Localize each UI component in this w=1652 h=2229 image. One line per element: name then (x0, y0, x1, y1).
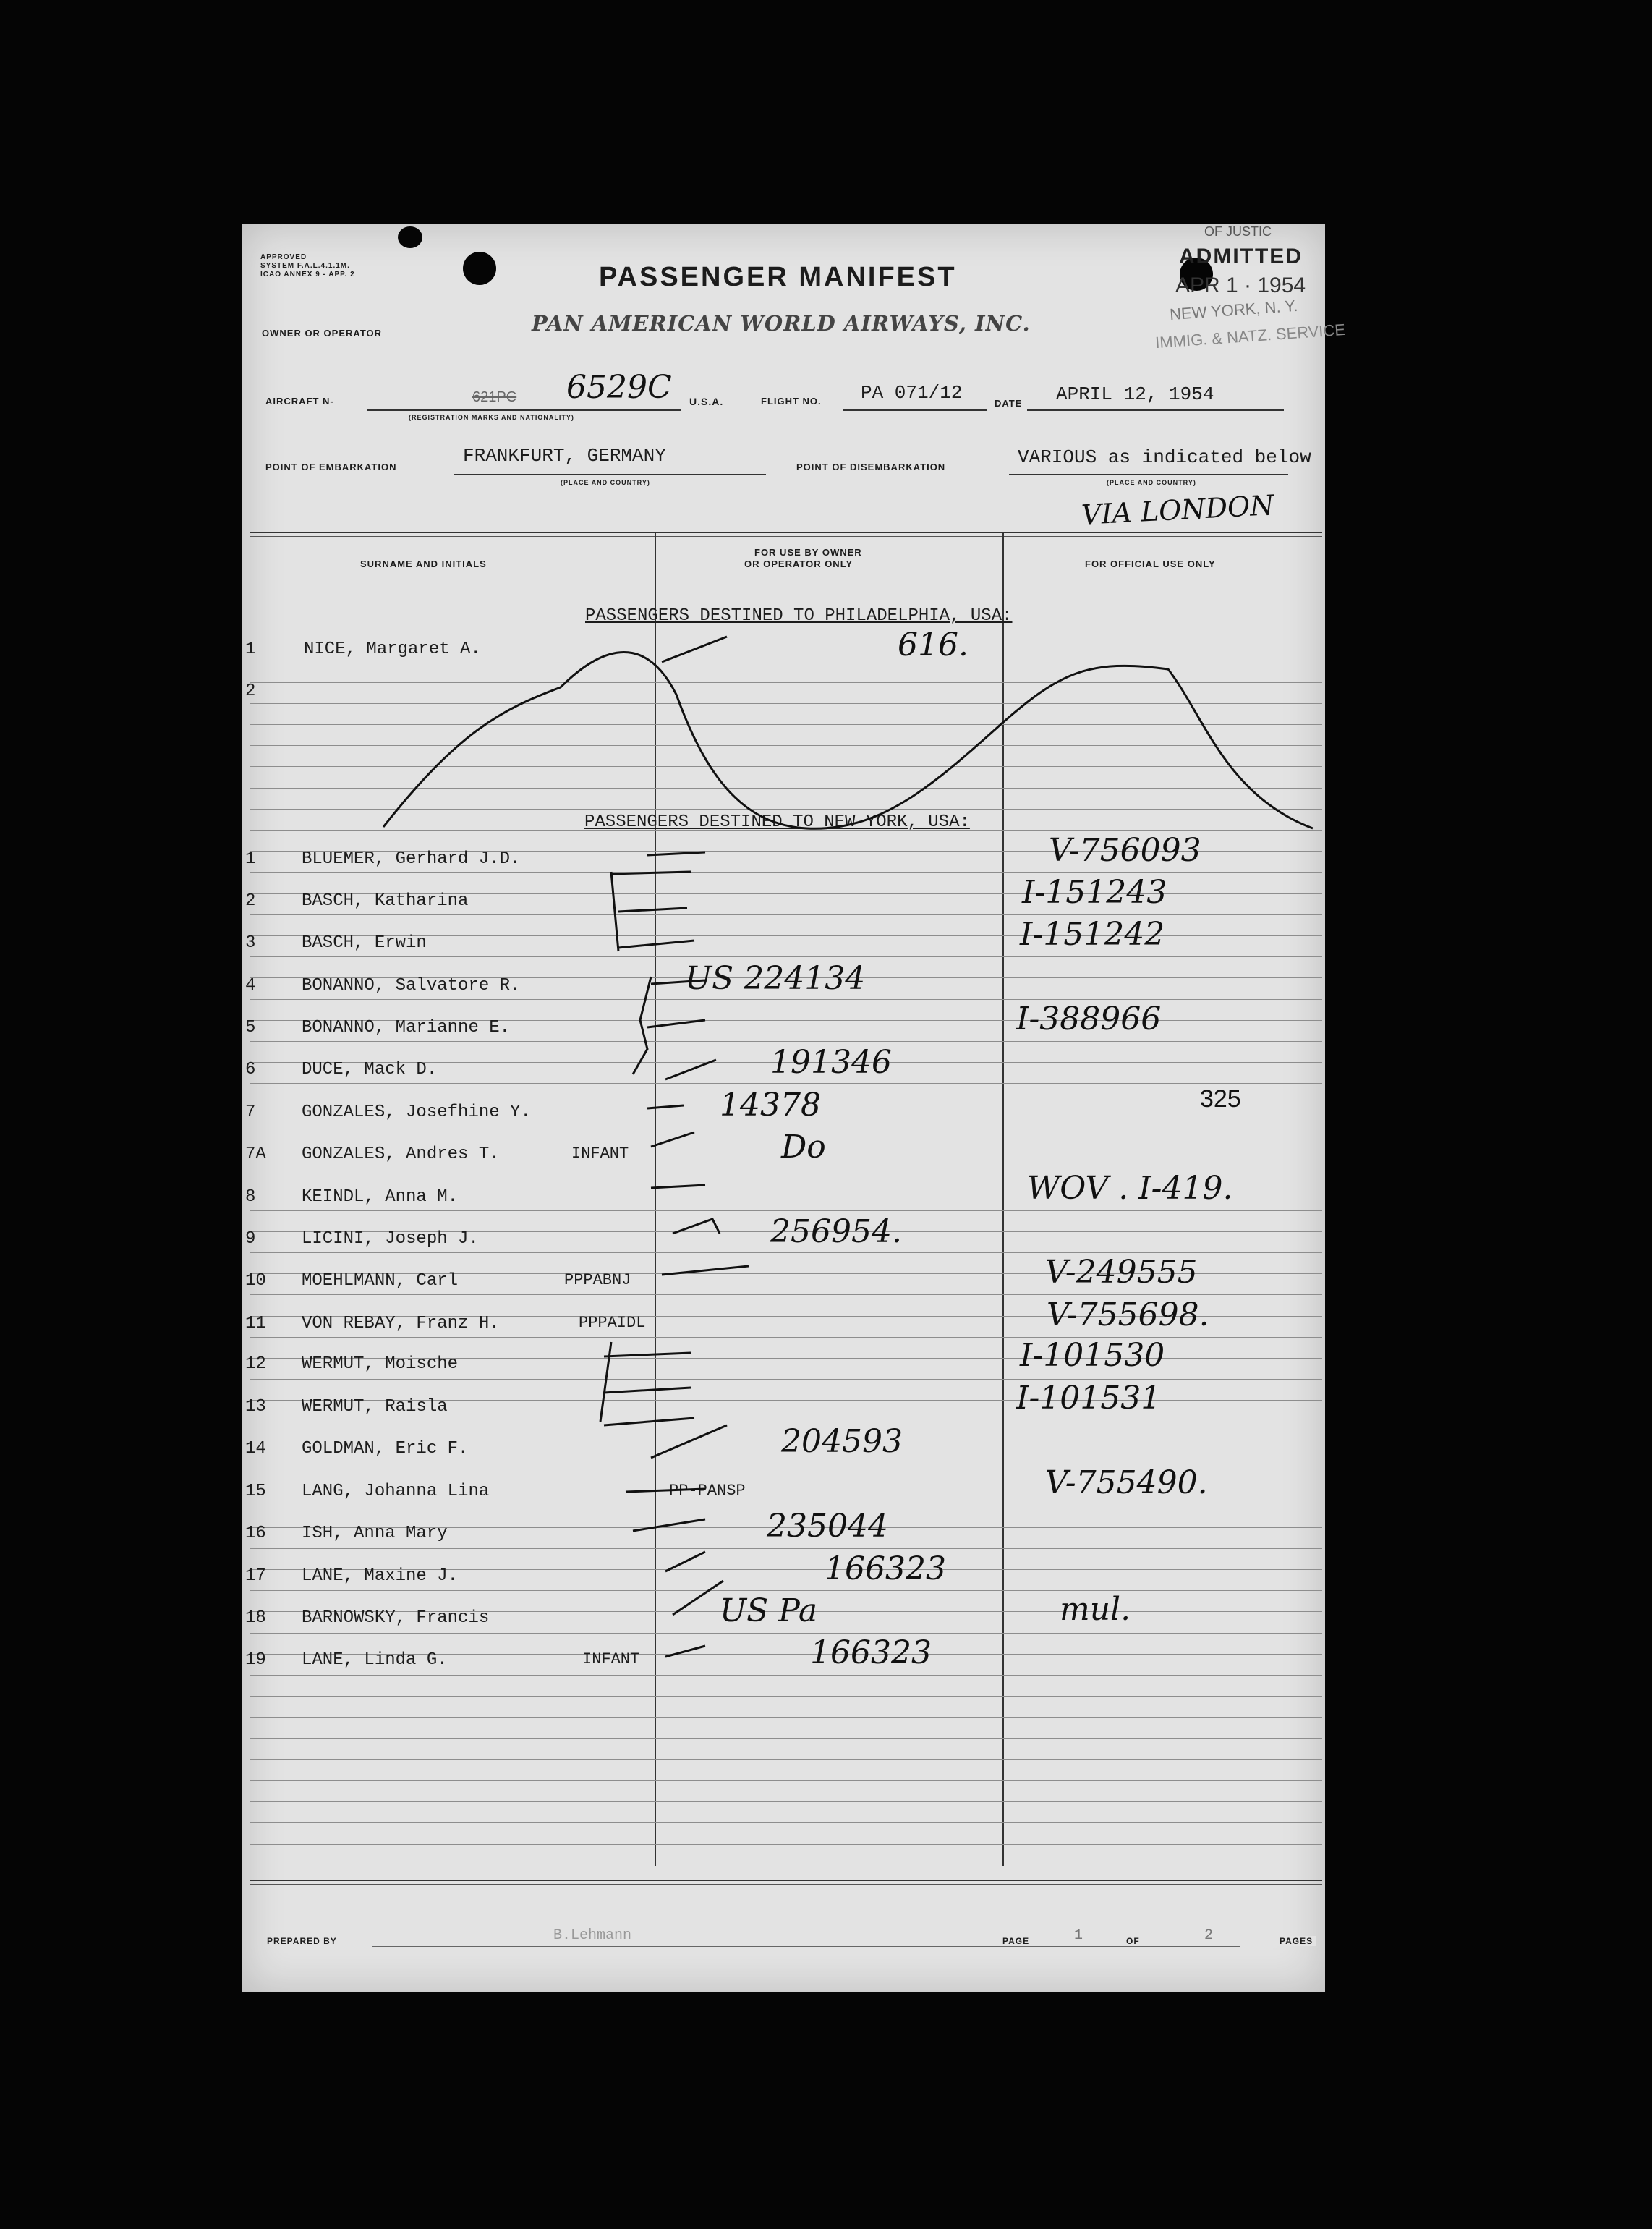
passenger-name: LANE, Maxine J. (302, 1566, 459, 1586)
owner-note: 235044 (767, 1508, 888, 1545)
passenger-name: BLUEMER, Gerhard J.D. (302, 849, 521, 869)
row-number: 8 (245, 1187, 256, 1207)
passenger-name: GONZALES, Josefhine Y. (302, 1103, 531, 1122)
passenger-name: BARNOWSKY, Francis (302, 1608, 490, 1628)
checkmark (651, 1425, 727, 1458)
embarkation-value: FRANKFURT, GERMANY (463, 445, 666, 467)
checkmark (662, 637, 727, 662)
owner-note: 14378 (720, 1087, 821, 1124)
approval-line-3: ICAO ANNEX 9 - APP. 2 (260, 271, 355, 279)
checkmark (662, 1266, 749, 1275)
row-number: 5 (245, 1018, 256, 1037)
owner-note: 166323 (825, 1550, 946, 1587)
row-number: 7 (245, 1103, 256, 1122)
checkmark (665, 1646, 705, 1657)
page-label: PAGE (1000, 1936, 1032, 1946)
passenger-name: BONANNO, Salvatore R. (302, 976, 521, 995)
admitted-stamp-service: IMMIG. & NATZ. SERVICE (1154, 320, 1346, 352)
admitted-stamp-top: OF JUSTIC (1204, 224, 1272, 239)
passenger-name: WERMUT, Raisla (302, 1397, 448, 1417)
bell-curve-stroke (383, 652, 1313, 828)
page-number: 1 (1074, 1927, 1083, 1944)
row-number: 18 (245, 1608, 266, 1628)
official-note: I-151242 (1020, 916, 1165, 953)
column-header-surname: SURNAME AND INITIALS (360, 559, 487, 569)
passenger-name: GOLDMAN, Eric F. (302, 1439, 469, 1459)
operator-name: PAN AMERICAN WORLD AIRWAYS, INC. (532, 311, 1031, 336)
passenger-name: KEINDL, Anna M. (302, 1187, 459, 1207)
page-total: 2 (1204, 1927, 1214, 1944)
official-note: I-101531 (1016, 1380, 1162, 1417)
row-number: 2 (245, 891, 256, 911)
checkmark (651, 1132, 694, 1147)
official-note: mul. (1060, 1591, 1131, 1628)
disembarkation-label: POINT OF DISEMBARKATION (796, 462, 946, 472)
via-london-note: VIA LONDON (1081, 489, 1275, 531)
passenger-name: BASCH, Erwin (302, 933, 427, 953)
manifest-date: APRIL 12, 1954 (1056, 383, 1214, 405)
row-number: 6 (245, 1060, 256, 1079)
owner-note: 256954. (770, 1213, 902, 1250)
checkmark (647, 852, 705, 855)
checkmark (647, 1105, 684, 1108)
of-label: OF (1123, 1936, 1143, 1946)
passenger-code: PPPAIDL (579, 1314, 646, 1332)
checkmark (673, 1581, 723, 1615)
footer-top-rule-2 (250, 1884, 1322, 1885)
passenger-code: PP-PANSP (669, 1482, 746, 1500)
passenger-name: GONZALES, Andres T. (302, 1145, 500, 1164)
admitted-stamp-city: NEW YORK, N. Y. (1169, 296, 1298, 324)
checkmark (665, 1552, 705, 1571)
passenger-name: DUCE, Mack D. (302, 1060, 438, 1079)
owner-note: US Pa (720, 1592, 818, 1629)
official-note: V-249555 (1045, 1254, 1198, 1291)
row-number: 1 (245, 640, 256, 659)
footer-top-rule (250, 1880, 1322, 1881)
passenger-name: WERMUT, Moische (302, 1354, 459, 1374)
official-note: V-756093 (1049, 832, 1201, 869)
passenger-code: INFANT (582, 1650, 640, 1668)
official-note: I-101530 (1020, 1337, 1165, 1374)
approval-line-1: APPROVED (260, 253, 307, 261)
column-header-owner-2: OR OPERATOR ONLY (744, 559, 853, 569)
prepared-by-value: B.Lehmann (553, 1927, 632, 1944)
admitted-stamp-title: ADMITTED (1179, 245, 1303, 268)
official-note: V-755490. (1045, 1464, 1208, 1501)
usa-label: U.S.A. (689, 396, 724, 407)
passenger-name: MOEHLMANN, Carl (302, 1271, 459, 1291)
row-number: 1 (245, 849, 256, 869)
owner-note: 191346 (770, 1044, 892, 1081)
registration-caption: (REGISTRATION MARKS AND NATIONALITY) (409, 414, 574, 421)
row-number: 9 (245, 1229, 256, 1249)
checkmark (651, 1185, 705, 1188)
manifest-page (242, 224, 1346, 1992)
row-number: 16 (245, 1524, 266, 1543)
row-number: 19 (245, 1650, 266, 1670)
checkmark (665, 1060, 716, 1079)
passenger-name: LANG, Johanna Lina (302, 1482, 490, 1501)
aircraft-label: AIRCRAFT N- (265, 396, 334, 407)
row-number: 4 (245, 976, 256, 995)
passenger-name: VON REBAY, Franz H. (302, 1314, 500, 1333)
row-number: 7A (245, 1145, 266, 1164)
row-number: 15 (245, 1482, 266, 1501)
official-note: WOV . I-419. (1027, 1170, 1233, 1207)
date-label: DATE (995, 398, 1023, 409)
owner-note: US 224134 (685, 960, 866, 997)
owner-note: Do (781, 1129, 826, 1166)
official-note: V-755698. (1047, 1296, 1209, 1333)
row-number: 12 (245, 1354, 266, 1374)
flight-number: PA 071/12 (861, 382, 963, 404)
page-title: PASSENGER MANIFEST (599, 262, 957, 292)
section-new-york: PASSENGERS DESTINED TO NEW YORK, USA: (584, 812, 970, 832)
owner-label: OWNER OR OPERATOR (262, 328, 383, 339)
passenger-name: NICE, Margaret A. (304, 640, 481, 659)
place-caption-disembark: (PLACE AND COUNTRY) (1107, 479, 1196, 486)
row-number: 17 (245, 1566, 266, 1586)
row-number: 13 (245, 1397, 266, 1417)
column-header-official: FOR OFFICIAL USE ONLY (1085, 559, 1216, 569)
disembarkation-value: VARIOUS as indicated below (1018, 446, 1311, 468)
passenger-code: INFANT (571, 1145, 629, 1163)
passenger-name: LICINI, Joseph J. (302, 1229, 479, 1249)
passenger-name: ISH, Anna Mary (302, 1524, 448, 1543)
official-note: I-388966 (1016, 1001, 1162, 1037)
bracket-mark (611, 872, 694, 951)
handwriting-marks (242, 224, 1325, 1992)
passenger-code: PPPABNJ (564, 1271, 631, 1289)
passenger-name: BONANNO, Marianne E. (302, 1018, 511, 1037)
bracket-mark (600, 1342, 694, 1425)
official-note: I-151243 (1022, 874, 1167, 911)
prepared-by-label: PREPARED BY (267, 1936, 337, 1946)
bracket-mark (633, 977, 705, 1074)
row-number: 14 (245, 1439, 266, 1459)
column-header-owner-1: FOR USE BY OWNER (754, 547, 862, 558)
checkmark (633, 1519, 705, 1531)
flight-label: FLIGHT NO. (761, 396, 822, 407)
passenger-name: LANE, Linda G. (302, 1650, 448, 1670)
row-number: 11 (245, 1314, 266, 1333)
row-number: 10 (245, 1271, 266, 1291)
checkmark (673, 1219, 720, 1234)
row-number: 3 (245, 933, 256, 953)
aircraft-number: 6529C (566, 369, 672, 406)
official-note: 325 (1200, 1085, 1241, 1113)
owner-note: 204593 (781, 1423, 903, 1460)
aircraft-crossed: 621PC (472, 389, 517, 405)
row-number: 2 (245, 682, 256, 701)
embarkation-label: POINT OF EMBARKATION (265, 462, 397, 472)
passenger-name: BASCH, Katharina (302, 891, 469, 911)
approval-line-2: SYSTEM F.A.L.4.1.1M. (260, 262, 350, 270)
pages-label: PAGES (1277, 1936, 1316, 1946)
prepared-by-underline (372, 1946, 1240, 1947)
owner-note: 166323 (810, 1634, 932, 1671)
section-philadelphia: PASSENGERS DESTINED TO PHILADELPHIA, USA: (585, 606, 1013, 626)
owner-note: 616. (898, 627, 968, 663)
place-caption-embark: (PLACE AND COUNTRY) (561, 479, 650, 486)
checkmark (626, 1489, 705, 1492)
admitted-stamp-date: APR 1 · 1954 (1175, 273, 1306, 297)
